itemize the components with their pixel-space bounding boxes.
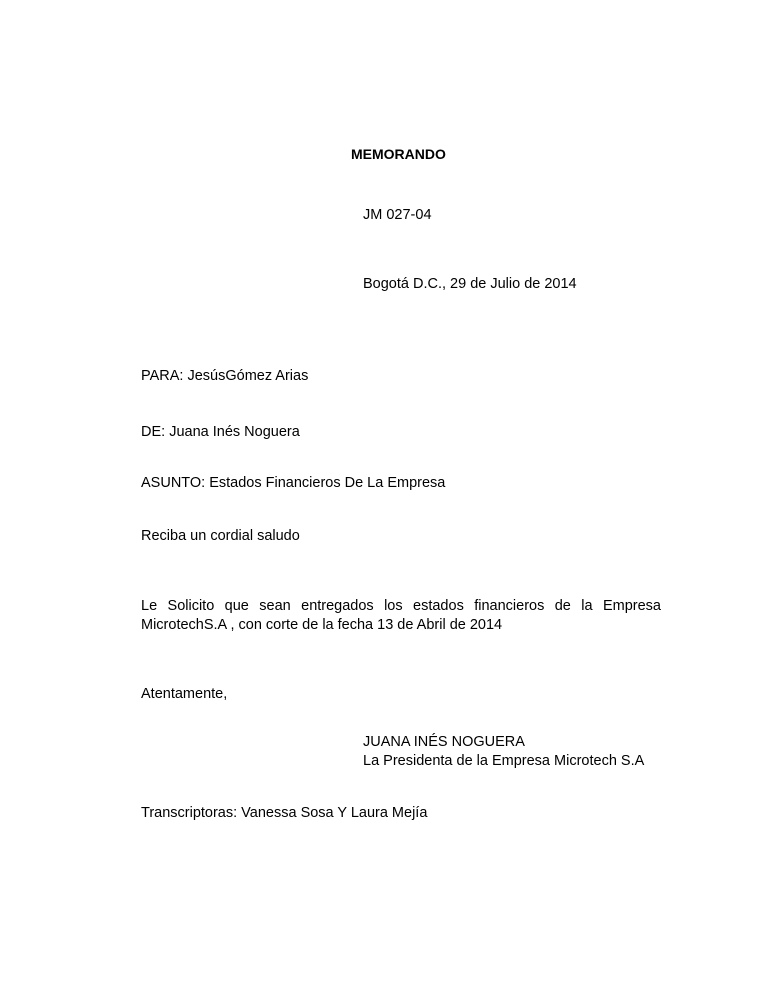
memo-from: DE: Juana Inés Noguera <box>141 424 300 440</box>
signer-name: JUANA INÉS NOGUERA <box>363 734 525 750</box>
signer-title: La Presidenta de la Empresa Microtech S.A <box>363 753 645 769</box>
memo-title: MEMORANDO <box>351 146 446 162</box>
memo-subject: ASUNTO: Estados Financieros De La Empresa <box>141 475 446 491</box>
memo-closing: Atentamente, <box>141 686 228 702</box>
memo-place-date: Bogotá D.C., 29 de Julio de 2014 <box>363 276 577 292</box>
memo-transcribers: Transcriptoras: Vanessa Sosa Y Laura Mejía <box>141 805 428 821</box>
memo-greeting: Reciba un cordial saludo <box>141 528 300 544</box>
memo-reference: JM 027-04 <box>363 207 432 223</box>
memo-body: Le Solicito que sean entregados los estados financieros de la Empresa MicrotechS.A , con corte de la fecha 13 de Abril de 2014 <box>141 598 661 633</box>
memo-to: PARA: JesúsGómez Arias <box>141 368 309 384</box>
